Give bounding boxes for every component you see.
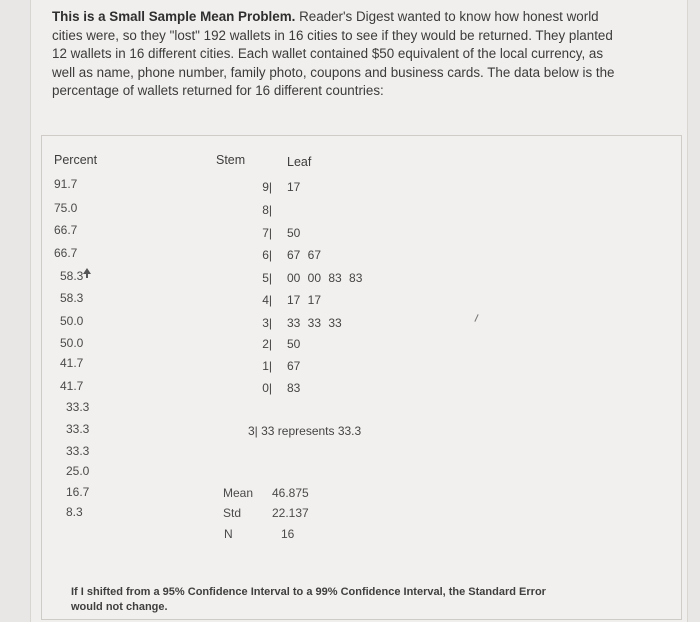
percent-value: 50.0 xyxy=(60,314,84,328)
intro-bold: This is a Small Sample Mean Problem. xyxy=(52,9,296,24)
cursor-icon xyxy=(82,268,92,278)
stem-value: 4| xyxy=(262,293,272,307)
question-statement: If I shifted from a 95% Confidence Interval to a 99% Confidence Interval, the Standard Error would not change. xyxy=(71,586,546,613)
stem-value: 2| xyxy=(262,337,272,351)
percent-value: 41.7 xyxy=(60,379,84,393)
stem-value: 1| xyxy=(262,359,272,373)
percent-value: 41.7 xyxy=(60,356,84,370)
leaf-value: 00 00 83 83 xyxy=(287,271,363,285)
percent-value: 25.0 xyxy=(66,464,90,478)
leaf-header: Leaf xyxy=(287,155,312,169)
percent-value: 58.3 xyxy=(60,269,84,283)
percent-value: 66.7 xyxy=(54,223,78,237)
stem-value: 3| xyxy=(262,316,272,330)
stem-value: 8| xyxy=(262,203,272,217)
stem-leaf-key: 3| 33 represents 33.3 xyxy=(248,424,362,438)
data-panel xyxy=(41,135,682,620)
mean-label: Mean xyxy=(223,486,254,500)
percent-value: 33.3 xyxy=(66,400,90,414)
leaf-value: 33 33 33 xyxy=(287,316,342,330)
stem-value: 5| xyxy=(262,271,272,285)
stem-value: 7| xyxy=(262,226,272,240)
percent-value: 50.0 xyxy=(60,336,84,350)
std-label: Std xyxy=(223,506,242,520)
percent-value: 33.3 xyxy=(66,422,90,436)
stem-value: 6| xyxy=(262,248,272,262)
leaf-value: 83 xyxy=(287,381,301,395)
stem-header: Stem xyxy=(216,153,246,167)
percent-value: 58.3 xyxy=(60,291,84,305)
leaf-value: 17 xyxy=(287,180,301,194)
percent-value: 33.3 xyxy=(66,444,90,458)
leaf-value: 17 17 xyxy=(287,293,322,307)
leaf-value: 50 xyxy=(287,226,301,240)
leaf-value: 67 xyxy=(287,359,301,373)
percent-value: 16.7 xyxy=(66,485,90,499)
problem-intro xyxy=(52,8,622,101)
percent-value: 66.7 xyxy=(54,246,78,260)
percent-header: Percent xyxy=(54,153,98,167)
n-value: 16 xyxy=(281,527,295,541)
percent-value: 75.0 xyxy=(54,201,78,215)
mean-value: 46.875 xyxy=(272,486,309,500)
leaf-value: 50 xyxy=(287,337,301,351)
percent-value: 8.3 xyxy=(66,505,83,519)
stem-value: 0| xyxy=(262,381,272,395)
n-label: N xyxy=(224,527,233,541)
intro-text: Reader's Digest wanted to know how honest world cities were, so they "lost" 192 wallets in 16 cities to see if they would be returned. They planted 12 wallets in 16 different cities. Each wallet contained $50 equivalent of the local currency, as well as name, phone number, family photo, coupons and business cards. The data below is the percentage of wallets returned for 16 different countries: xyxy=(52,9,615,99)
stem-value: 9| xyxy=(262,180,272,194)
leaf-value: 67 67 xyxy=(287,248,322,262)
percent-value: 91.7 xyxy=(54,177,78,191)
std-value: 22.137 xyxy=(272,506,309,520)
